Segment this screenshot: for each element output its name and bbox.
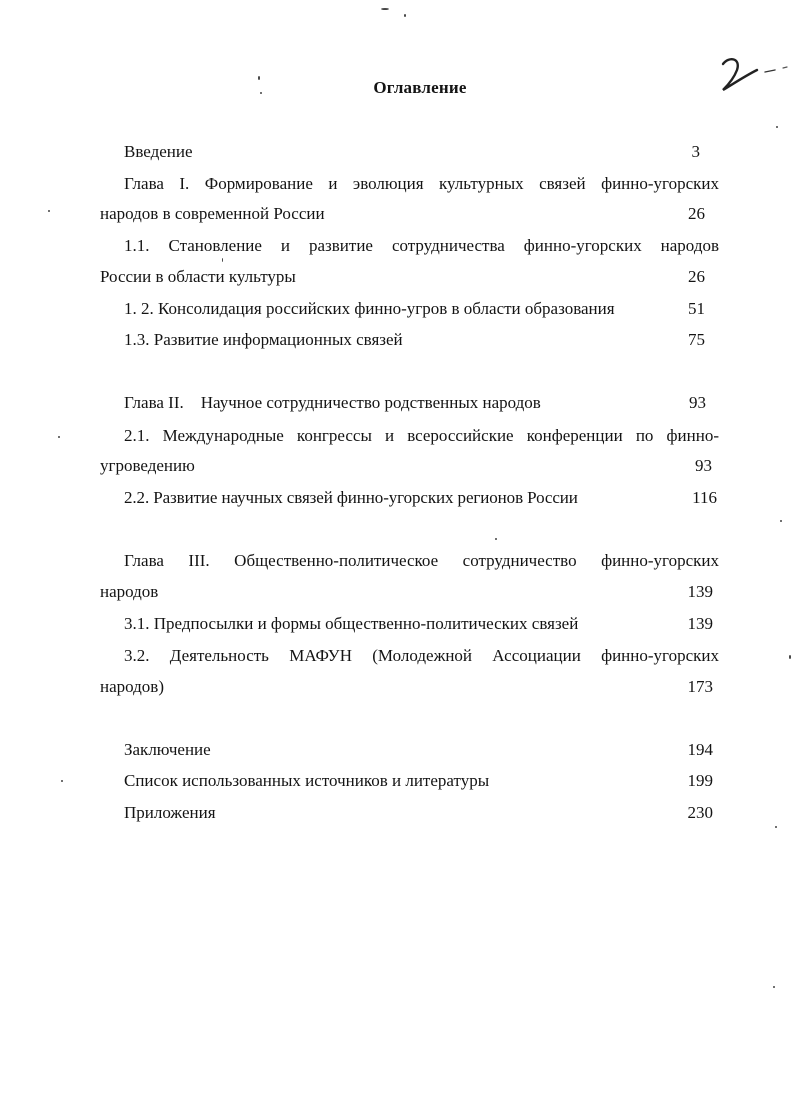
toc-entry-label-cont: угроведению xyxy=(100,456,195,475)
toc-entry-label: Глава II. Научное сотрудничество родственных народов xyxy=(124,393,541,412)
scan-speck xyxy=(775,826,777,828)
toc-entry-label: Список использованных источников и литературы xyxy=(124,771,490,790)
toc-entry-label: 2.1. Международные конгрессы и всероссийские конференции по финно- xyxy=(124,426,719,445)
toc-entry-page: 75 xyxy=(688,330,705,349)
toc-entry-label: 3.2. Деятельность МАФУН (Молодежной Ассоциации финно-угорских xyxy=(124,646,719,665)
scan-speck xyxy=(773,986,775,988)
toc-entry-page: 116 xyxy=(692,488,717,507)
toc-entry-page: 93 xyxy=(695,456,712,475)
scan-speck xyxy=(48,210,50,212)
toc-title: Оглавление xyxy=(373,78,467,97)
toc-entry-page: 173 xyxy=(687,677,713,696)
toc-entry-label-cont: народов xyxy=(100,582,159,601)
toc-entry-label: Введение xyxy=(124,142,193,161)
toc-entry-page: 194 xyxy=(687,740,713,759)
scan-speck xyxy=(404,14,406,17)
toc-entry-label-cont: России в области культуры xyxy=(100,267,296,286)
toc-entry-page: 199 xyxy=(687,771,713,790)
toc-entry-label-cont: народов) xyxy=(100,677,164,696)
scan-speck xyxy=(381,8,389,10)
toc-entry-label-cont: народов в современной России xyxy=(100,204,325,223)
toc-entry-page: 26 xyxy=(688,267,705,286)
toc-entry-label: Приложения xyxy=(124,803,216,822)
scan-speck xyxy=(495,538,497,540)
toc-entry-page: 230 xyxy=(687,803,713,822)
toc-entry-page: 26 xyxy=(688,204,705,223)
toc-entry-label: Заключение xyxy=(124,740,211,759)
toc-entry-label: 2.2. Развитие научных связей финно-угорских регионов России xyxy=(124,488,578,507)
scan-speck xyxy=(61,780,63,782)
scan-speck xyxy=(776,126,778,128)
toc-entry-label: 1.1. Становление и развитие сотрудничества финно-угорских народов xyxy=(124,236,719,255)
toc-entry-label: Глава I. Формирование и эволюция культурных связей финно-угорских xyxy=(124,174,719,193)
scan-speck xyxy=(222,258,223,262)
toc-entry-label: 1. 2. Консолидация российских финно-угров в области образования xyxy=(124,299,615,318)
toc-entry-page: 93 xyxy=(689,393,706,412)
toc-entry-page: 139 xyxy=(687,614,713,633)
toc-entry-label: 1.3. Развитие информационных связей xyxy=(124,330,403,349)
scan-speck xyxy=(58,436,60,438)
toc-entry-label: Глава III. Общественно-политическое сотрудничество финно-угорских xyxy=(124,551,719,570)
toc-entry-page: 51 xyxy=(688,299,705,318)
toc-entry-page: 3 xyxy=(691,142,700,161)
scan-speck xyxy=(789,655,791,659)
toc-entry-label: 3.1. Предпосылки и формы общественно-политических связей xyxy=(124,614,579,633)
toc-entry-page: 139 xyxy=(687,582,713,601)
scan-speck xyxy=(780,520,782,522)
